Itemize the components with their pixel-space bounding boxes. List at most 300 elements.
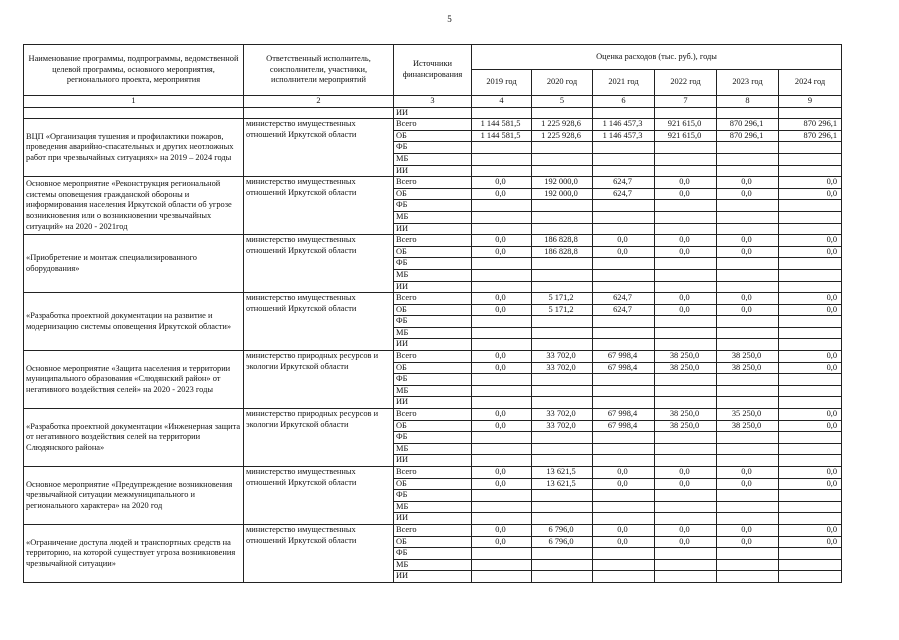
value-cell: [472, 281, 532, 293]
value-cell: [532, 397, 593, 409]
program-name-cell: Основное мероприятие «Реконструкция региональной системы оповещения гражданской обороны и информирования населения Иркутской области об угрозе возникновения или о возникновении чрезвычайных ситуаций» на 2020 - 2021год: [24, 177, 244, 235]
value-cell: 0,0: [472, 351, 532, 363]
value-cell: [717, 490, 779, 502]
value-cell: [717, 571, 779, 583]
value-cell: [655, 374, 717, 386]
value-cell: 0,0: [779, 177, 842, 189]
value-cell: 67 998,4: [593, 362, 655, 374]
table-body: [24, 107, 842, 582]
value-cell: 0,0: [717, 235, 779, 247]
value-cell: 1 146 457,3: [593, 119, 655, 131]
column-number: 9: [779, 96, 842, 108]
value-cell: [532, 142, 593, 154]
value-cell: [532, 281, 593, 293]
value-cell: [717, 397, 779, 409]
value-cell: 0,0: [593, 524, 655, 536]
value-cell: 35 250,0: [717, 409, 779, 421]
source-cell: МБ: [394, 269, 472, 281]
value-cell: 624,7: [593, 188, 655, 200]
value-cell: 0,0: [717, 304, 779, 316]
value-cell: [532, 548, 593, 560]
value-cell: [593, 397, 655, 409]
source-cell: ФБ: [394, 374, 472, 386]
value-cell: [717, 165, 779, 177]
value-cell: [532, 513, 593, 525]
value-cell: 0,0: [779, 188, 842, 200]
source-cell: ИИ: [394, 165, 472, 177]
value-cell: [532, 200, 593, 212]
table-row: [24, 107, 842, 119]
value-cell: [532, 327, 593, 339]
value-cell: [593, 374, 655, 386]
source-cell: ОБ: [394, 304, 472, 316]
value-cell: [593, 432, 655, 444]
value-cell: 0,0: [655, 467, 717, 479]
value-cell: [779, 339, 842, 351]
value-cell: 0,0: [779, 235, 842, 247]
value-cell: 0,0: [472, 188, 532, 200]
value-cell: [472, 571, 532, 583]
value-cell: 0,0: [593, 246, 655, 258]
value-cell: [532, 571, 593, 583]
value-cell: [532, 211, 593, 223]
value-cell: [593, 501, 655, 513]
value-cell: [779, 548, 842, 560]
table-row: [24, 177, 842, 189]
value-cell: [655, 559, 717, 571]
value-cell: 0,0: [779, 304, 842, 316]
value-cell: [472, 443, 532, 455]
value-cell: [655, 385, 717, 397]
value-cell: [717, 339, 779, 351]
value-cell: [593, 107, 655, 119]
source-cell: МБ: [394, 153, 472, 165]
value-cell: 33 702,0: [532, 420, 593, 432]
value-cell: 0,0: [593, 478, 655, 490]
value-cell: [655, 571, 717, 583]
program-name-cell: «Разработка проектной документации «Инженерная защита от негативного воздействия селей на территории Слюдянского района»: [24, 409, 244, 467]
source-cell: МБ: [394, 211, 472, 223]
value-cell: [472, 385, 532, 397]
value-cell: [655, 501, 717, 513]
value-cell: [779, 443, 842, 455]
value-cell: 0,0: [655, 177, 717, 189]
value-cell: [779, 455, 842, 467]
value-cell: [779, 397, 842, 409]
value-cell: 624,7: [593, 293, 655, 305]
source-cell: ОБ: [394, 536, 472, 548]
value-cell: [655, 548, 717, 560]
source-cell: МБ: [394, 385, 472, 397]
value-cell: 870 296,1: [717, 130, 779, 142]
column-number: 3: [394, 96, 472, 108]
value-cell: 38 250,0: [655, 420, 717, 432]
header-year: 2021 год: [593, 70, 655, 96]
value-cell: 0,0: [717, 467, 779, 479]
value-cell: [779, 327, 842, 339]
source-cell: Всего: [394, 524, 472, 536]
header-program: Наименование программы, подпрограммы, ведомственной целевой программы, основного мероприятия, регионального проекта, мероприятия: [24, 45, 244, 96]
value-cell: [717, 385, 779, 397]
value-cell: [717, 443, 779, 455]
source-cell: ФБ: [394, 490, 472, 502]
value-cell: [655, 513, 717, 525]
value-cell: [472, 165, 532, 177]
header-year: 2022 год: [655, 70, 717, 96]
value-cell: 0,0: [717, 246, 779, 258]
value-cell: [472, 316, 532, 328]
source-cell: Всего: [394, 235, 472, 247]
source-cell: МБ: [394, 443, 472, 455]
column-number: 5: [532, 96, 593, 108]
source-cell: ФБ: [394, 200, 472, 212]
value-cell: [655, 200, 717, 212]
value-cell: 192 000,0: [532, 177, 593, 189]
responsible-cell: [244, 107, 394, 119]
value-cell: 1 144 581,5: [472, 130, 532, 142]
program-name-cell: «Ограничение доступа людей и транспортных средств на территорию, на которой существует угроза возникновения чрезвычайной ситуации»: [24, 524, 244, 582]
value-cell: 33 702,0: [532, 362, 593, 374]
value-cell: 0,0: [593, 467, 655, 479]
value-cell: 921 615,0: [655, 130, 717, 142]
value-cell: 38 250,0: [717, 362, 779, 374]
value-cell: 38 250,0: [717, 351, 779, 363]
value-cell: [532, 443, 593, 455]
value-cell: [472, 107, 532, 119]
value-cell: [532, 455, 593, 467]
table-row: [24, 293, 842, 305]
column-number: 2: [244, 96, 394, 108]
value-cell: [472, 513, 532, 525]
value-cell: 0,0: [593, 536, 655, 548]
header-year: 2024 год: [779, 70, 842, 96]
value-cell: [779, 200, 842, 212]
source-cell: ИИ: [394, 107, 472, 119]
value-cell: [655, 258, 717, 270]
value-cell: [779, 559, 842, 571]
value-cell: [779, 211, 842, 223]
value-cell: [532, 559, 593, 571]
value-cell: [717, 142, 779, 154]
value-cell: [472, 501, 532, 513]
value-cell: [472, 548, 532, 560]
table-row: [24, 119, 842, 131]
value-cell: [779, 107, 842, 119]
value-cell: 0,0: [472, 177, 532, 189]
value-cell: [717, 223, 779, 235]
value-cell: 1 144 581,5: [472, 119, 532, 131]
value-cell: 38 250,0: [655, 362, 717, 374]
value-cell: [532, 316, 593, 328]
value-cell: [779, 142, 842, 154]
source-cell: Всего: [394, 293, 472, 305]
value-cell: [779, 513, 842, 525]
value-cell: [779, 501, 842, 513]
value-cell: [593, 269, 655, 281]
value-cell: 0,0: [779, 293, 842, 305]
value-cell: 13 621,5: [532, 478, 593, 490]
source-cell: ОБ: [394, 478, 472, 490]
source-cell: ОБ: [394, 420, 472, 432]
value-cell: [779, 258, 842, 270]
source-cell: ФБ: [394, 548, 472, 560]
value-cell: [532, 501, 593, 513]
value-cell: 0,0: [779, 362, 842, 374]
table-row: [24, 235, 842, 247]
value-cell: 0,0: [655, 304, 717, 316]
value-cell: [779, 490, 842, 502]
value-cell: [593, 327, 655, 339]
value-cell: [655, 281, 717, 293]
value-cell: 67 998,4: [593, 420, 655, 432]
header-costs: Оценка расходов (тыс. руб.), годы: [472, 45, 842, 70]
value-cell: 0,0: [472, 536, 532, 548]
value-cell: [593, 513, 655, 525]
value-cell: [717, 258, 779, 270]
value-cell: [472, 258, 532, 270]
source-cell: Всего: [394, 409, 472, 421]
source-cell: ИИ: [394, 223, 472, 235]
value-cell: [779, 165, 842, 177]
value-cell: 0,0: [717, 524, 779, 536]
value-cell: 0,0: [472, 420, 532, 432]
source-cell: ОБ: [394, 130, 472, 142]
value-cell: [655, 455, 717, 467]
value-cell: 921 615,0: [655, 119, 717, 131]
value-cell: [717, 269, 779, 281]
value-cell: 0,0: [779, 467, 842, 479]
value-cell: 0,0: [472, 409, 532, 421]
header-year: 2023 год: [717, 70, 779, 96]
value-cell: [779, 223, 842, 235]
value-cell: [593, 165, 655, 177]
value-cell: [532, 153, 593, 165]
value-cell: [593, 200, 655, 212]
value-cell: [472, 374, 532, 386]
value-cell: 0,0: [779, 478, 842, 490]
value-cell: [779, 385, 842, 397]
header-responsible: Ответственный исполнитель, соисполнители, участники, исполнители мероприятий: [244, 45, 394, 96]
program-cell: [24, 107, 244, 119]
value-cell: [472, 269, 532, 281]
responsible-cell: министерство природных ресурсов и экологии Иркутской области: [244, 409, 394, 467]
value-cell: [717, 455, 779, 467]
value-cell: [472, 490, 532, 502]
value-cell: [717, 107, 779, 119]
value-cell: 0,0: [655, 293, 717, 305]
value-cell: 0,0: [779, 536, 842, 548]
value-cell: [655, 153, 717, 165]
value-cell: [717, 548, 779, 560]
value-cell: [472, 327, 532, 339]
value-cell: 0,0: [655, 536, 717, 548]
value-cell: 624,7: [593, 177, 655, 189]
value-cell: 6 796,0: [532, 524, 593, 536]
responsible-cell: министерство природных ресурсов и экологии Иркутской области: [244, 351, 394, 409]
value-cell: [779, 153, 842, 165]
value-cell: [717, 559, 779, 571]
value-cell: [779, 316, 842, 328]
value-cell: 186 828,8: [532, 246, 593, 258]
responsible-cell: министерство имущественных отношений Иркутской области: [244, 467, 394, 525]
value-cell: 0,0: [655, 478, 717, 490]
value-cell: [472, 455, 532, 467]
source-cell: ИИ: [394, 397, 472, 409]
value-cell: [532, 258, 593, 270]
value-cell: [593, 153, 655, 165]
value-cell: 0,0: [593, 235, 655, 247]
value-cell: [593, 559, 655, 571]
source-cell: ФБ: [394, 316, 472, 328]
value-cell: [655, 142, 717, 154]
value-cell: [532, 490, 593, 502]
value-cell: 0,0: [655, 188, 717, 200]
source-cell: ИИ: [394, 281, 472, 293]
value-cell: [655, 269, 717, 281]
value-cell: [593, 281, 655, 293]
source-cell: ОБ: [394, 246, 472, 258]
value-cell: 0,0: [472, 478, 532, 490]
header-sources: Источники финансирования: [394, 45, 472, 96]
column-number: 1: [24, 96, 244, 108]
value-cell: [532, 107, 593, 119]
source-cell: МБ: [394, 327, 472, 339]
value-cell: [655, 443, 717, 455]
value-cell: [472, 200, 532, 212]
value-cell: [779, 432, 842, 444]
value-cell: [779, 281, 842, 293]
value-cell: 0,0: [717, 293, 779, 305]
value-cell: [532, 269, 593, 281]
value-cell: [472, 153, 532, 165]
source-cell: ОБ: [394, 362, 472, 374]
value-cell: [593, 258, 655, 270]
value-cell: [593, 455, 655, 467]
header-year: 2019 год: [472, 70, 532, 96]
source-cell: ОБ: [394, 188, 472, 200]
value-cell: [655, 223, 717, 235]
responsible-cell: министерство имущественных отношений Иркутской области: [244, 177, 394, 235]
value-cell: [779, 269, 842, 281]
value-cell: [593, 490, 655, 502]
value-cell: [472, 397, 532, 409]
value-cell: [472, 142, 532, 154]
program-name-cell: «Разработка проектной документации на развитие и модернизацию системы оповещения Иркутской области»: [24, 293, 244, 351]
responsible-cell: министерство имущественных отношений Иркутской области: [244, 293, 394, 351]
source-cell: Всего: [394, 351, 472, 363]
source-cell: Всего: [394, 177, 472, 189]
value-cell: 13 621,5: [532, 467, 593, 479]
value-cell: [593, 142, 655, 154]
source-cell: Всего: [394, 119, 472, 131]
value-cell: 0,0: [655, 235, 717, 247]
source-cell: ФБ: [394, 142, 472, 154]
source-cell: ФБ: [394, 258, 472, 270]
value-cell: [593, 316, 655, 328]
source-cell: МБ: [394, 559, 472, 571]
value-cell: [717, 200, 779, 212]
value-cell: 1 146 457,3: [593, 130, 655, 142]
value-cell: [472, 559, 532, 571]
value-cell: 38 250,0: [655, 409, 717, 421]
source-cell: Всего: [394, 467, 472, 479]
value-cell: [532, 339, 593, 351]
value-cell: [532, 432, 593, 444]
value-cell: [655, 490, 717, 502]
expenses-table: [23, 44, 842, 583]
value-cell: 192 000,0: [532, 188, 593, 200]
responsible-cell: министерство имущественных отношений Иркутской области: [244, 524, 394, 582]
source-cell: МБ: [394, 501, 472, 513]
value-cell: 6 796,0: [532, 536, 593, 548]
table-row: [24, 524, 842, 536]
value-cell: [717, 327, 779, 339]
value-cell: 870 296,1: [779, 130, 842, 142]
value-cell: 186 828,8: [532, 235, 593, 247]
value-cell: [717, 211, 779, 223]
value-cell: 0,0: [717, 478, 779, 490]
value-cell: 624,7: [593, 304, 655, 316]
value-cell: 1 225 928,6: [532, 119, 593, 131]
value-cell: [532, 385, 593, 397]
source-cell: ИИ: [394, 455, 472, 467]
program-name-cell: ВЦП «Организация тушения и профилактики пожаров, проведения аварийно-спасательных и других неотложных работ при чрезвычайных ситуациях» на 2019 – 2024 годы: [24, 119, 244, 177]
value-cell: [472, 432, 532, 444]
value-cell: 0,0: [472, 304, 532, 316]
value-cell: 0,0: [717, 536, 779, 548]
value-cell: 33 702,0: [532, 351, 593, 363]
value-cell: [717, 432, 779, 444]
value-cell: [593, 211, 655, 223]
value-cell: [717, 513, 779, 525]
value-cell: 0,0: [655, 246, 717, 258]
column-number: 7: [655, 96, 717, 108]
value-cell: [532, 223, 593, 235]
value-cell: [655, 397, 717, 409]
page-number: 5: [447, 14, 452, 24]
value-cell: 5 171,2: [532, 293, 593, 305]
value-cell: [779, 374, 842, 386]
value-cell: 0,0: [779, 409, 842, 421]
value-cell: [779, 571, 842, 583]
value-cell: 67 998,4: [593, 351, 655, 363]
value-cell: [655, 432, 717, 444]
value-cell: [472, 223, 532, 235]
value-cell: [717, 153, 779, 165]
program-name-cell: «Приобретение и монтаж специализированного оборудования»: [24, 235, 244, 293]
value-cell: 0,0: [655, 524, 717, 536]
value-cell: 870 296,1: [717, 119, 779, 131]
value-cell: [593, 385, 655, 397]
value-cell: [472, 211, 532, 223]
value-cell: 0,0: [779, 420, 842, 432]
responsible-cell: министерство имущественных отношений Иркутской области: [244, 235, 394, 293]
value-cell: 0,0: [472, 246, 532, 258]
value-cell: [593, 443, 655, 455]
value-cell: [532, 165, 593, 177]
value-cell: [717, 281, 779, 293]
value-cell: 0,0: [779, 524, 842, 536]
source-cell: ИИ: [394, 339, 472, 351]
value-cell: 0,0: [472, 467, 532, 479]
value-cell: 0,0: [717, 188, 779, 200]
value-cell: [655, 339, 717, 351]
value-cell: [655, 165, 717, 177]
table-row: [24, 409, 842, 421]
value-cell: [655, 316, 717, 328]
source-cell: ИИ: [394, 513, 472, 525]
value-cell: [655, 211, 717, 223]
